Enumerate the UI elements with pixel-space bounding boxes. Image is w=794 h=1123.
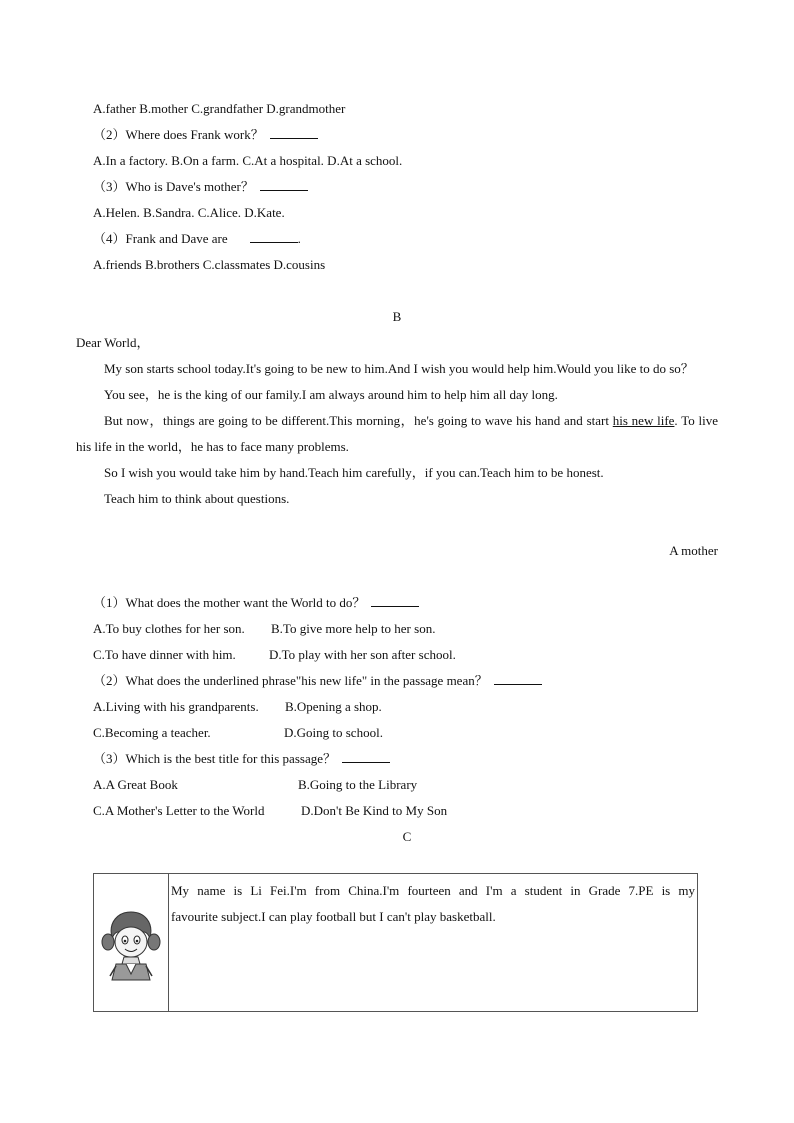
answer-blank[interactable] <box>250 231 298 243</box>
letter-paragraph-1: My son starts school today.It's going to be new to him.And I wish you would help him.Would you like to do so？ <box>104 361 694 376</box>
question-end: . <box>297 231 301 246</box>
question-text: （4）Frank and Dave are <box>93 231 228 246</box>
profile-table <box>93 873 698 1012</box>
question-text: （1）What does the mother want the World to do？ <box>93 595 366 610</box>
letter-paragraph-4: So I wish you would take him by hand.Teach him carefully，if you can.Teach him to be honest. <box>104 465 604 480</box>
question-text: （3）Which is the best title for this passage？ <box>93 751 336 766</box>
letter-body <box>76 356 718 512</box>
b-q2-option-b: B.Opening a shop. <box>285 699 382 714</box>
question-3 <box>93 179 308 195</box>
b-question-3 <box>93 751 390 767</box>
b-question-2 <box>93 673 542 689</box>
b-q2-option-d: D.Going to school. <box>284 725 383 740</box>
answer-blank[interactable] <box>260 179 308 191</box>
b-question-1 <box>93 595 419 611</box>
question-text: （2）What does the underlined phrase"his new life" in the passage mean？ <box>93 673 488 688</box>
b-q3-option-d: D.Don't Be Kind to My Son <box>301 803 448 818</box>
question-4 <box>93 231 301 247</box>
girl-portrait-icon <box>94 874 168 1011</box>
q1-options: A.father B.mother C.grandfather D.grandmother <box>93 101 346 116</box>
b-q1-option-d: D.To play with her son after school. <box>269 647 456 662</box>
b-q3-option-b: B.Going to the Library <box>298 777 418 792</box>
letter-salutation: Dear World， <box>76 335 150 350</box>
letter-paragraph-5: Teach him to think about questions. <box>104 491 290 506</box>
answer-blank[interactable] <box>270 127 318 139</box>
letter-paragraph-3 <box>76 408 718 460</box>
profile-line-1: My name is Li Fei.I'm from China.I'm fourteen and I'm a student in Grade 7.PE is my <box>171 883 695 898</box>
b-q3-option-a: A.A Great Book <box>93 777 178 792</box>
answer-blank[interactable] <box>342 751 390 763</box>
letter-signature: A mother <box>669 543 718 558</box>
answer-blank[interactable] <box>494 673 542 685</box>
b-q1-option-b: B.To give more help to her son. <box>271 621 436 636</box>
section-c-heading: C <box>402 829 412 844</box>
letter-paragraph-2: You see，he is the king of our family.I am always around him to help him all day long. <box>104 387 558 402</box>
profile-line-2: favourite subject.I can play football but I can't play basketball. <box>171 909 496 924</box>
question-2 <box>93 127 318 143</box>
paragraph-text: . To live his life in the world，he has to face many problems. <box>76 413 718 454</box>
underlined-phrase: his new life <box>612 413 675 428</box>
question-text: （2）Where does Frank work？ <box>93 127 264 142</box>
answer-blank[interactable] <box>371 595 419 607</box>
profile-text-cell <box>169 874 697 930</box>
section-b-heading: B <box>392 309 402 324</box>
b-q1-option-a: A.To buy clothes for her son. <box>93 621 245 636</box>
paragraph-text: But now，things are going to be different.This morning，he's going to wave his hand and start <box>104 413 613 428</box>
b-q1-option-c: C.To have dinner with him. <box>93 647 236 662</box>
b-q2-option-a: A.Living with his grandparents. <box>93 699 259 714</box>
question-text: （3）Who is Dave's mother？ <box>93 179 254 194</box>
profile-image-cell <box>94 874 169 1011</box>
q3-options: A.Helen. B.Sandra. C.Alice. D.Kate. <box>93 205 285 220</box>
b-q3-option-c: C.A Mother's Letter to the World <box>93 803 265 818</box>
b-q2-option-c: C.Becoming a teacher. <box>93 725 211 740</box>
q4-options: A.friends B.brothers C.classmates D.cousins <box>93 257 326 272</box>
q2-options: A.In a factory. B.On a farm. C.At a hospital. D.At a school. <box>93 153 403 168</box>
